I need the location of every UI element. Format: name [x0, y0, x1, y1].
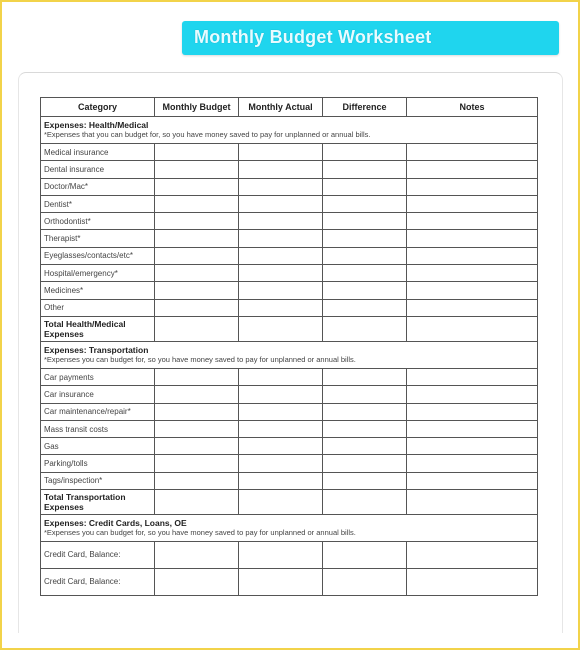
- total-difference-cell[interactable]: [323, 490, 407, 515]
- col-header-category: Category: [41, 98, 155, 117]
- actual-cell[interactable]: [239, 569, 323, 596]
- budget-cell[interactable]: [155, 386, 239, 403]
- budget-cell[interactable]: [155, 420, 239, 437]
- budget-cell[interactable]: [155, 230, 239, 247]
- category-cell: [41, 178, 155, 195]
- category-cell: [41, 455, 155, 472]
- total-notes-cell[interactable]: [407, 316, 538, 341]
- category-label: Doctor/Mac*: [44, 182, 89, 192]
- worksheet-title: Monthly Budget Worksheet: [194, 27, 432, 47]
- difference-cell[interactable]: [323, 178, 407, 195]
- category-label: Mass transit costs: [44, 424, 109, 434]
- table-row: [41, 144, 538, 161]
- section-header-row: [41, 117, 538, 144]
- table-row: [41, 569, 538, 596]
- actual-cell[interactable]: [239, 247, 323, 264]
- header-row: [41, 98, 538, 117]
- notes-cell[interactable]: [407, 386, 538, 403]
- budget-table: [40, 97, 538, 596]
- category-label: Hospital/emergency*: [44, 268, 118, 278]
- total-row: [41, 316, 538, 341]
- budget-cell[interactable]: [155, 144, 239, 161]
- actual-cell[interactable]: [239, 403, 323, 420]
- col-header-difference: Difference: [323, 98, 407, 117]
- section-header-row: [41, 515, 538, 542]
- section-header-row: [41, 341, 538, 368]
- table-row: [41, 403, 538, 420]
- category-label: Medical insurance: [44, 147, 109, 157]
- budget-cell[interactable]: [155, 195, 239, 212]
- difference-cell[interactable]: [323, 265, 407, 282]
- difference-cell[interactable]: [323, 213, 407, 230]
- difference-cell[interactable]: [323, 386, 407, 403]
- actual-cell[interactable]: [239, 299, 323, 316]
- title-banner: [182, 21, 559, 55]
- actual-cell[interactable]: [239, 542, 323, 569]
- difference-cell[interactable]: [323, 455, 407, 472]
- budget-cell[interactable]: [155, 542, 239, 569]
- category-label: Car maintenance/repair*: [44, 407, 131, 417]
- section-heading: Expenses: Transportation: [44, 344, 149, 355]
- notes-cell[interactable]: [407, 161, 538, 178]
- actual-cell[interactable]: [239, 213, 323, 230]
- budget-cell[interactable]: [155, 213, 239, 230]
- section-note: *Expenses that you can budget for, so you have money saved to pay for unplanned or annual bills.: [44, 130, 371, 139]
- actual-cell[interactable]: [239, 230, 323, 247]
- col-header-monthly-actual: Monthly Actual: [239, 98, 323, 117]
- category-label: Orthodontist*: [44, 216, 91, 226]
- budget-cell[interactable]: [155, 247, 239, 264]
- budget-body: [41, 117, 538, 596]
- difference-cell[interactable]: [323, 299, 407, 316]
- difference-cell[interactable]: [323, 438, 407, 455]
- notes-cell[interactable]: [407, 195, 538, 212]
- section-header-cell: [41, 117, 538, 144]
- total-difference-cell[interactable]: [323, 316, 407, 341]
- notes-cell[interactable]: [407, 368, 538, 385]
- total-row: [41, 490, 538, 515]
- total-notes-cell[interactable]: [407, 490, 538, 515]
- category-cell: [41, 265, 155, 282]
- category-label: Medicines*: [44, 286, 84, 296]
- actual-cell[interactable]: [239, 368, 323, 385]
- notes-cell[interactable]: [407, 299, 538, 316]
- difference-cell[interactable]: [323, 569, 407, 596]
- category-label: Parking/tolls: [44, 459, 88, 469]
- category-cell: [41, 247, 155, 264]
- table-row: [41, 161, 538, 178]
- table-row: [41, 213, 538, 230]
- budget-cell[interactable]: [155, 265, 239, 282]
- category-cell: [41, 144, 155, 161]
- total-label: Total Health/Medical Expenses: [44, 318, 126, 339]
- category-cell: [41, 195, 155, 212]
- difference-cell[interactable]: [323, 420, 407, 437]
- notes-cell[interactable]: [407, 178, 538, 195]
- table-row: [41, 542, 538, 569]
- total-label-cell: [41, 316, 155, 341]
- category-cell: [41, 282, 155, 299]
- difference-cell[interactable]: [323, 247, 407, 264]
- category-label: Therapist*: [44, 234, 81, 244]
- actual-cell[interactable]: [239, 438, 323, 455]
- category-cell: [41, 386, 155, 403]
- total-label-cell: [41, 490, 155, 515]
- difference-cell[interactable]: [323, 230, 407, 247]
- table-row: [41, 299, 538, 316]
- table-row: [41, 230, 538, 247]
- notes-cell[interactable]: [407, 403, 538, 420]
- category-cell: [41, 542, 155, 569]
- category-cell: [41, 569, 155, 596]
- table-row: [41, 472, 538, 489]
- notes-cell[interactable]: [407, 438, 538, 455]
- category-label: Dentist*: [44, 199, 73, 209]
- difference-cell[interactable]: [323, 144, 407, 161]
- category-label: Other: [44, 303, 65, 313]
- notes-cell[interactable]: [407, 213, 538, 230]
- notes-cell[interactable]: [407, 569, 538, 596]
- notes-cell[interactable]: [407, 420, 538, 437]
- section-note: *Expenses you can budget for, so you have money saved to pay for unplanned or annual bills.: [44, 528, 356, 538]
- category-cell: [41, 403, 155, 420]
- actual-cell[interactable]: [239, 265, 323, 282]
- category-label: Eyeglasses/contacts/etc*: [44, 251, 133, 261]
- difference-cell[interactable]: [323, 403, 407, 420]
- section-heading: Expenses: Health/Medical: [44, 120, 149, 130]
- difference-cell[interactable]: [323, 472, 407, 489]
- notes-cell[interactable]: [407, 144, 538, 161]
- total-label: Total Transportation Expenses: [44, 492, 126, 513]
- notes-cell[interactable]: [407, 282, 538, 299]
- category-label: Tags/inspection*: [44, 476, 103, 486]
- category-cell: [41, 213, 155, 230]
- category-label: Car insurance: [44, 389, 94, 399]
- difference-cell[interactable]: [323, 161, 407, 178]
- category-label: Credit Card, Balance:: [44, 577, 121, 587]
- budget-cell[interactable]: [155, 403, 239, 420]
- notes-cell[interactable]: [407, 472, 538, 489]
- table-row: [41, 438, 538, 455]
- section-heading: Expenses: Credit Cards, Loans, OE: [44, 518, 187, 529]
- category-cell: [41, 438, 155, 455]
- difference-cell[interactable]: [323, 542, 407, 569]
- category-label: Credit Card, Balance:: [44, 550, 121, 560]
- actual-cell[interactable]: [239, 144, 323, 161]
- actual-cell[interactable]: [239, 420, 323, 437]
- actual-cell[interactable]: [239, 178, 323, 195]
- category-cell: [41, 230, 155, 247]
- category-label: Gas: [44, 441, 59, 451]
- total-budget-cell[interactable]: [155, 490, 239, 515]
- category-cell: [41, 472, 155, 489]
- col-header-monthly-budget: Monthly Budget: [155, 98, 239, 117]
- budget-cell[interactable]: [155, 282, 239, 299]
- notes-cell[interactable]: [407, 455, 538, 472]
- category-label: Car payments: [44, 372, 94, 382]
- total-actual-cell[interactable]: [239, 316, 323, 341]
- budget-cell[interactable]: [155, 569, 239, 596]
- budget-cell[interactable]: [155, 438, 239, 455]
- table-row: [41, 420, 538, 437]
- budget-cell[interactable]: [155, 299, 239, 316]
- table-row: [41, 386, 538, 403]
- actual-cell[interactable]: [239, 161, 323, 178]
- table-row: [41, 368, 538, 385]
- category-cell: [41, 161, 155, 178]
- category-label: Dental insurance: [44, 164, 105, 174]
- difference-cell[interactable]: [323, 282, 407, 299]
- actual-cell[interactable]: [239, 195, 323, 212]
- col-header-notes: Notes: [407, 98, 538, 117]
- section-header-cell: [41, 341, 538, 368]
- actual-cell[interactable]: [239, 455, 323, 472]
- table-row: [41, 455, 538, 472]
- table-row: [41, 195, 538, 212]
- budget-cell[interactable]: [155, 178, 239, 195]
- actual-cell[interactable]: [239, 282, 323, 299]
- budget-cell[interactable]: [155, 161, 239, 178]
- actual-cell[interactable]: [239, 472, 323, 489]
- notes-cell[interactable]: [407, 542, 538, 569]
- table-row: [41, 265, 538, 282]
- section-note: *Expenses you can budget for, so you have money saved to pay for unplanned or annual bills.: [44, 354, 356, 364]
- actual-cell[interactable]: [239, 386, 323, 403]
- difference-cell[interactable]: [323, 195, 407, 212]
- total-actual-cell[interactable]: [239, 490, 323, 515]
- notes-cell[interactable]: [407, 230, 538, 247]
- section-header-cell: [41, 515, 538, 542]
- table-row: [41, 178, 538, 195]
- notes-cell[interactable]: [407, 265, 538, 282]
- budget-cell[interactable]: [155, 368, 239, 385]
- total-budget-cell[interactable]: [155, 316, 239, 341]
- table-row: [41, 247, 538, 264]
- notes-cell[interactable]: [407, 247, 538, 264]
- category-cell: [41, 299, 155, 316]
- budget-cell[interactable]: [155, 472, 239, 489]
- budget-cell[interactable]: [155, 455, 239, 472]
- difference-cell[interactable]: [323, 368, 407, 385]
- category-cell: [41, 420, 155, 437]
- category-cell: [41, 368, 155, 385]
- table-row: [41, 282, 538, 299]
